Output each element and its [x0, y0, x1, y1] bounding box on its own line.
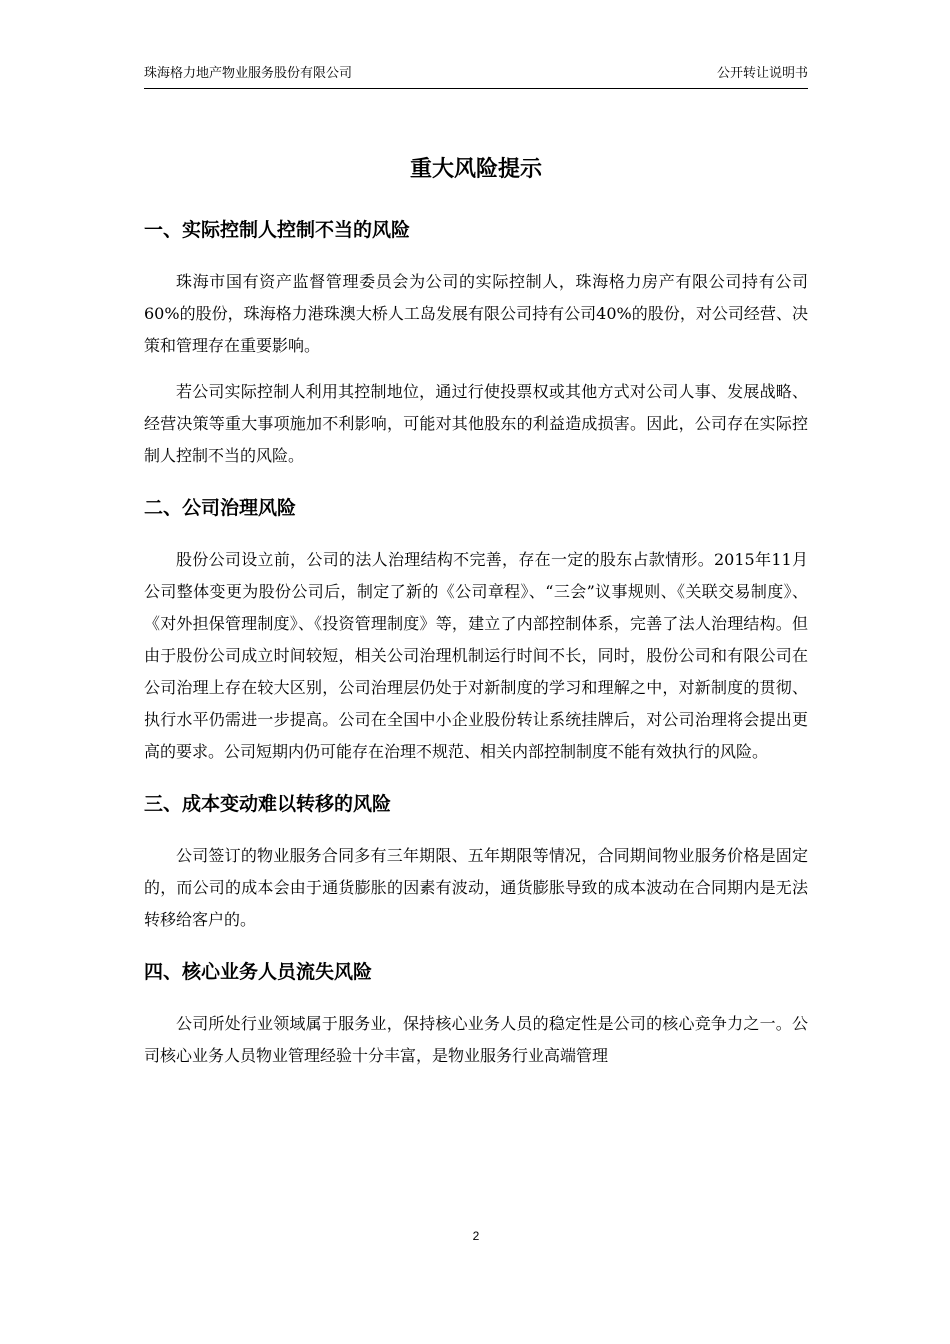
document-body: [144, 210, 808, 1072]
paragraph: 珠海市国有资产监督管理委员会为公司的实际控制人，珠海格力房产有限公司持有公司60%的股份，珠海格力港珠澳大桥人工岛发展有限公司持有公司40%的股份，对公司经营、决策和管理存在重要影响。: [144, 272, 808, 355]
page-header: [144, 64, 808, 89]
paragraph: 公司所处行业领域属于服务业，保持核心业务人员的稳定性是公司的核心竞争力之一。公司核心业务人员物业管理经验十分丰富，是物业服务行业高端管理: [144, 1014, 808, 1065]
section-heading-control-risk: 一、实际控制人控制不当的风险: [144, 219, 411, 241]
paragraph: 公司签订的物业服务合同多有三年期限、五年期限等情况，合同期间物业服务价格是固定的，而公司的成本会由于通货膨胀的因素有波动，通货膨胀导致的成本波动在合同期内是无法转移给客户的。: [144, 846, 808, 929]
header-document-type: 公开转让说明书: [716, 66, 808, 81]
section-heading-governance-risk: 二、公司治理风险: [144, 497, 297, 519]
section-heading-cost-risk: 三、成本变动难以转移的风险: [144, 793, 392, 815]
header-company-name: 珠海格力地产物业服务股份有限公司: [144, 66, 353, 81]
section-heading-personnel-risk: 四、核心业务人员流失风险: [144, 961, 373, 983]
page-title: 重大风险提示: [409, 157, 542, 182]
page-number: 2: [472, 1229, 480, 1243]
paragraph: 股份公司设立前，公司的法人治理结构不完善，存在一定的股东占款情形。2015年11月公司整体变更为股份公司后，制定了新的《公司章程》、“三会”议事规则、《关联交易制度》、《对外担保管理制度》、《投资管理制度》等，建立了内部控制体系，完善了法人治理结构。但由于股份公司成立时间较短，相关公司治理机制运行时间不长，同时，股份公司和有限公司在公司治理上存在较大区别，公司治理层仍处于对新制度的学习和理解之中，对新制度的贯彻、执行水平仍需进一步提高。公司在全国中小企业股份转让系统挂牌后，对公司治理将会提出更高的要求。公司短期内仍可能存在治理不规范、相关内部控制制度不能有效执行的风险。: [144, 550, 808, 761]
paragraph: 若公司实际控制人利用其控制地位，通过行使投票权或其他方式对公司人事、发展战略、经营决策等重大事项施加不利影响，可能对其他股东的利益造成损害。因此，公司存在实际控制人控制不当的风险。: [144, 382, 808, 465]
